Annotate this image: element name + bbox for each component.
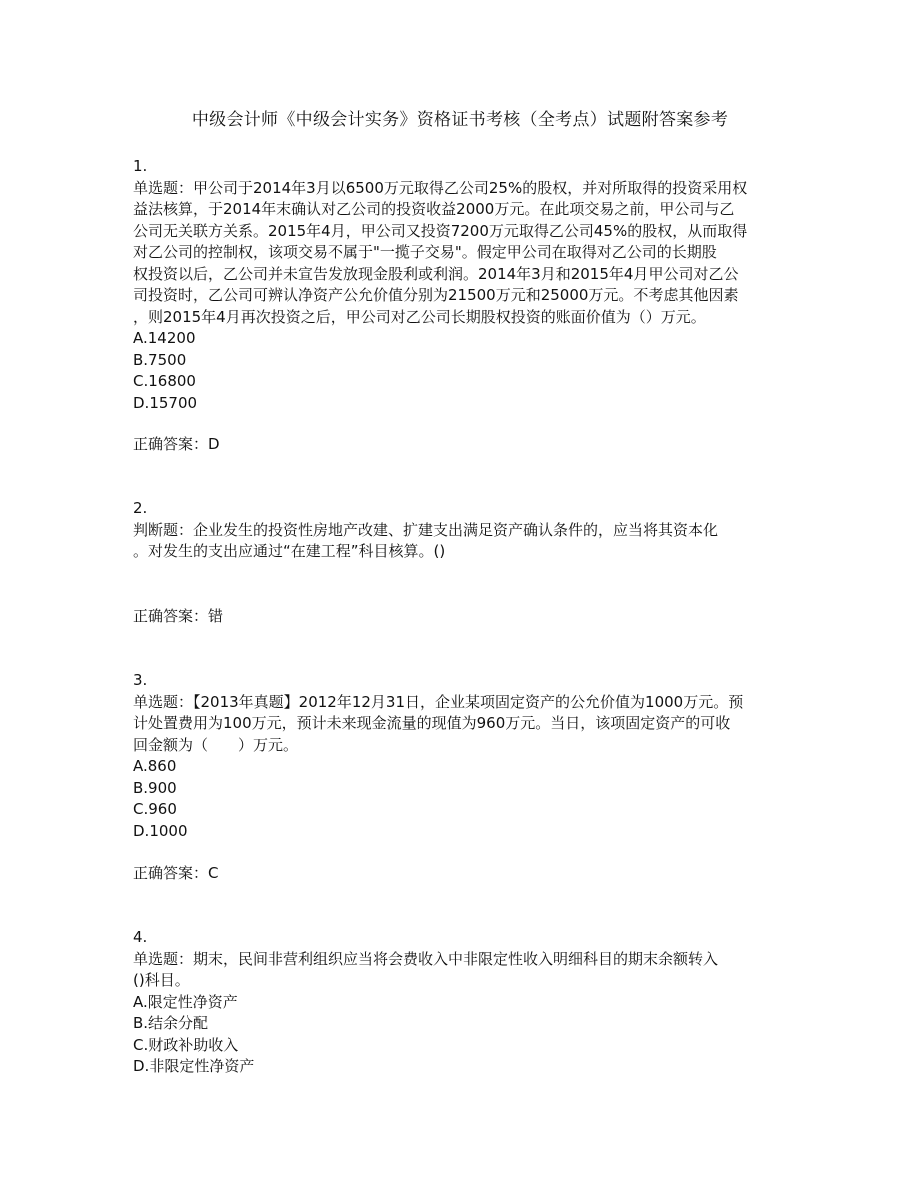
option-a: A.限定性净资产 xyxy=(133,992,238,1011)
question-text-line: 判断题：企业发生的投资性房地产改建、扩建支出满足资产确认条件的，应当将其资本化 xyxy=(133,520,719,539)
question-text-line: 司投资时，乙公司可辨认净资产公允价值分别为21500万元和25000万元。不考虑其他因素 xyxy=(133,286,739,304)
answer-3: 正确答案：C xyxy=(133,864,219,882)
option-c: C.财政补助收入 xyxy=(133,1035,239,1054)
question-4 xyxy=(133,927,793,1078)
answer-2: 正确答案：错 xyxy=(133,607,224,625)
question-text-line: 权投资以后，乙公司并未宣告发放现金股利或利润。2014年3月和2015年4月甲公司对乙公 xyxy=(133,264,739,283)
question-text-line: 对乙公司的控制权，该项交易不属于"一揽子交易"。假定甲公司在取得对乙公司的长期股 xyxy=(133,243,717,261)
question-text-line: 单选题：期末，民间非营利组织应当将会费收入中非限定性收入明细科目的期末余额转入 xyxy=(133,949,719,968)
question-text-line: 计处置费用为100万元，预计未来现金流量的现值为960万元。当日，该项固定资产的可收 xyxy=(133,714,731,732)
option-a: A.14200 xyxy=(133,329,196,347)
question-1 xyxy=(133,156,793,414)
option-c: C.16800 xyxy=(133,372,196,390)
question-text-line: ，则2015年4月再次投资之后，甲公司对乙公司长期股权投资的账面价值为（）万元。 xyxy=(133,307,706,326)
option-b: B.7500 xyxy=(133,350,187,369)
question-number: 4. xyxy=(133,928,148,946)
question-2 xyxy=(133,498,793,563)
question-number: 1. xyxy=(133,157,148,175)
question-text-line: 益法核算，于2014年末确认对乙公司的投资收益2000万元。在此项交易之前，甲公司与乙 xyxy=(133,200,735,218)
question-text-line: 公司无关联方关系。2015年4月，甲公司又投资7200万元取得乙公司45%的股权，从而取得 xyxy=(133,221,748,240)
question-text-line: 。对发生的支出应通过“在建工程”科目核算。() xyxy=(133,542,446,560)
document-title: 中级会计师《中级会计实务》资格证书考核（全考点）试题附答案参考 xyxy=(191,110,729,130)
question-number: 2. xyxy=(133,499,148,517)
question-text-line: 回金额为（ ）万元。 xyxy=(133,735,299,754)
option-c: C.960 xyxy=(133,800,177,818)
question-text-line: 单选题：甲公司于2014年3月以6500万元取得乙公司25%的股权，并对所取得的投资采用权 xyxy=(133,178,748,197)
question-number: 3. xyxy=(133,671,148,689)
option-d: D.1000 xyxy=(133,821,188,840)
option-b: B.900 xyxy=(133,778,177,797)
question-3 xyxy=(133,670,793,842)
question-text-line: ()科目。 xyxy=(133,971,190,989)
option-d: D.15700 xyxy=(133,393,198,412)
option-d: D.非限定性净资产 xyxy=(133,1057,255,1075)
question-text-line: 单选题：【2013年真题】2012年12月31日，企业某项固定资产的公允价值为1000万元。预 xyxy=(133,692,744,711)
option-b: B.结余分配 xyxy=(133,1014,209,1032)
answer-1: 正确答案：D xyxy=(133,435,220,453)
option-a: A.860 xyxy=(133,757,177,775)
